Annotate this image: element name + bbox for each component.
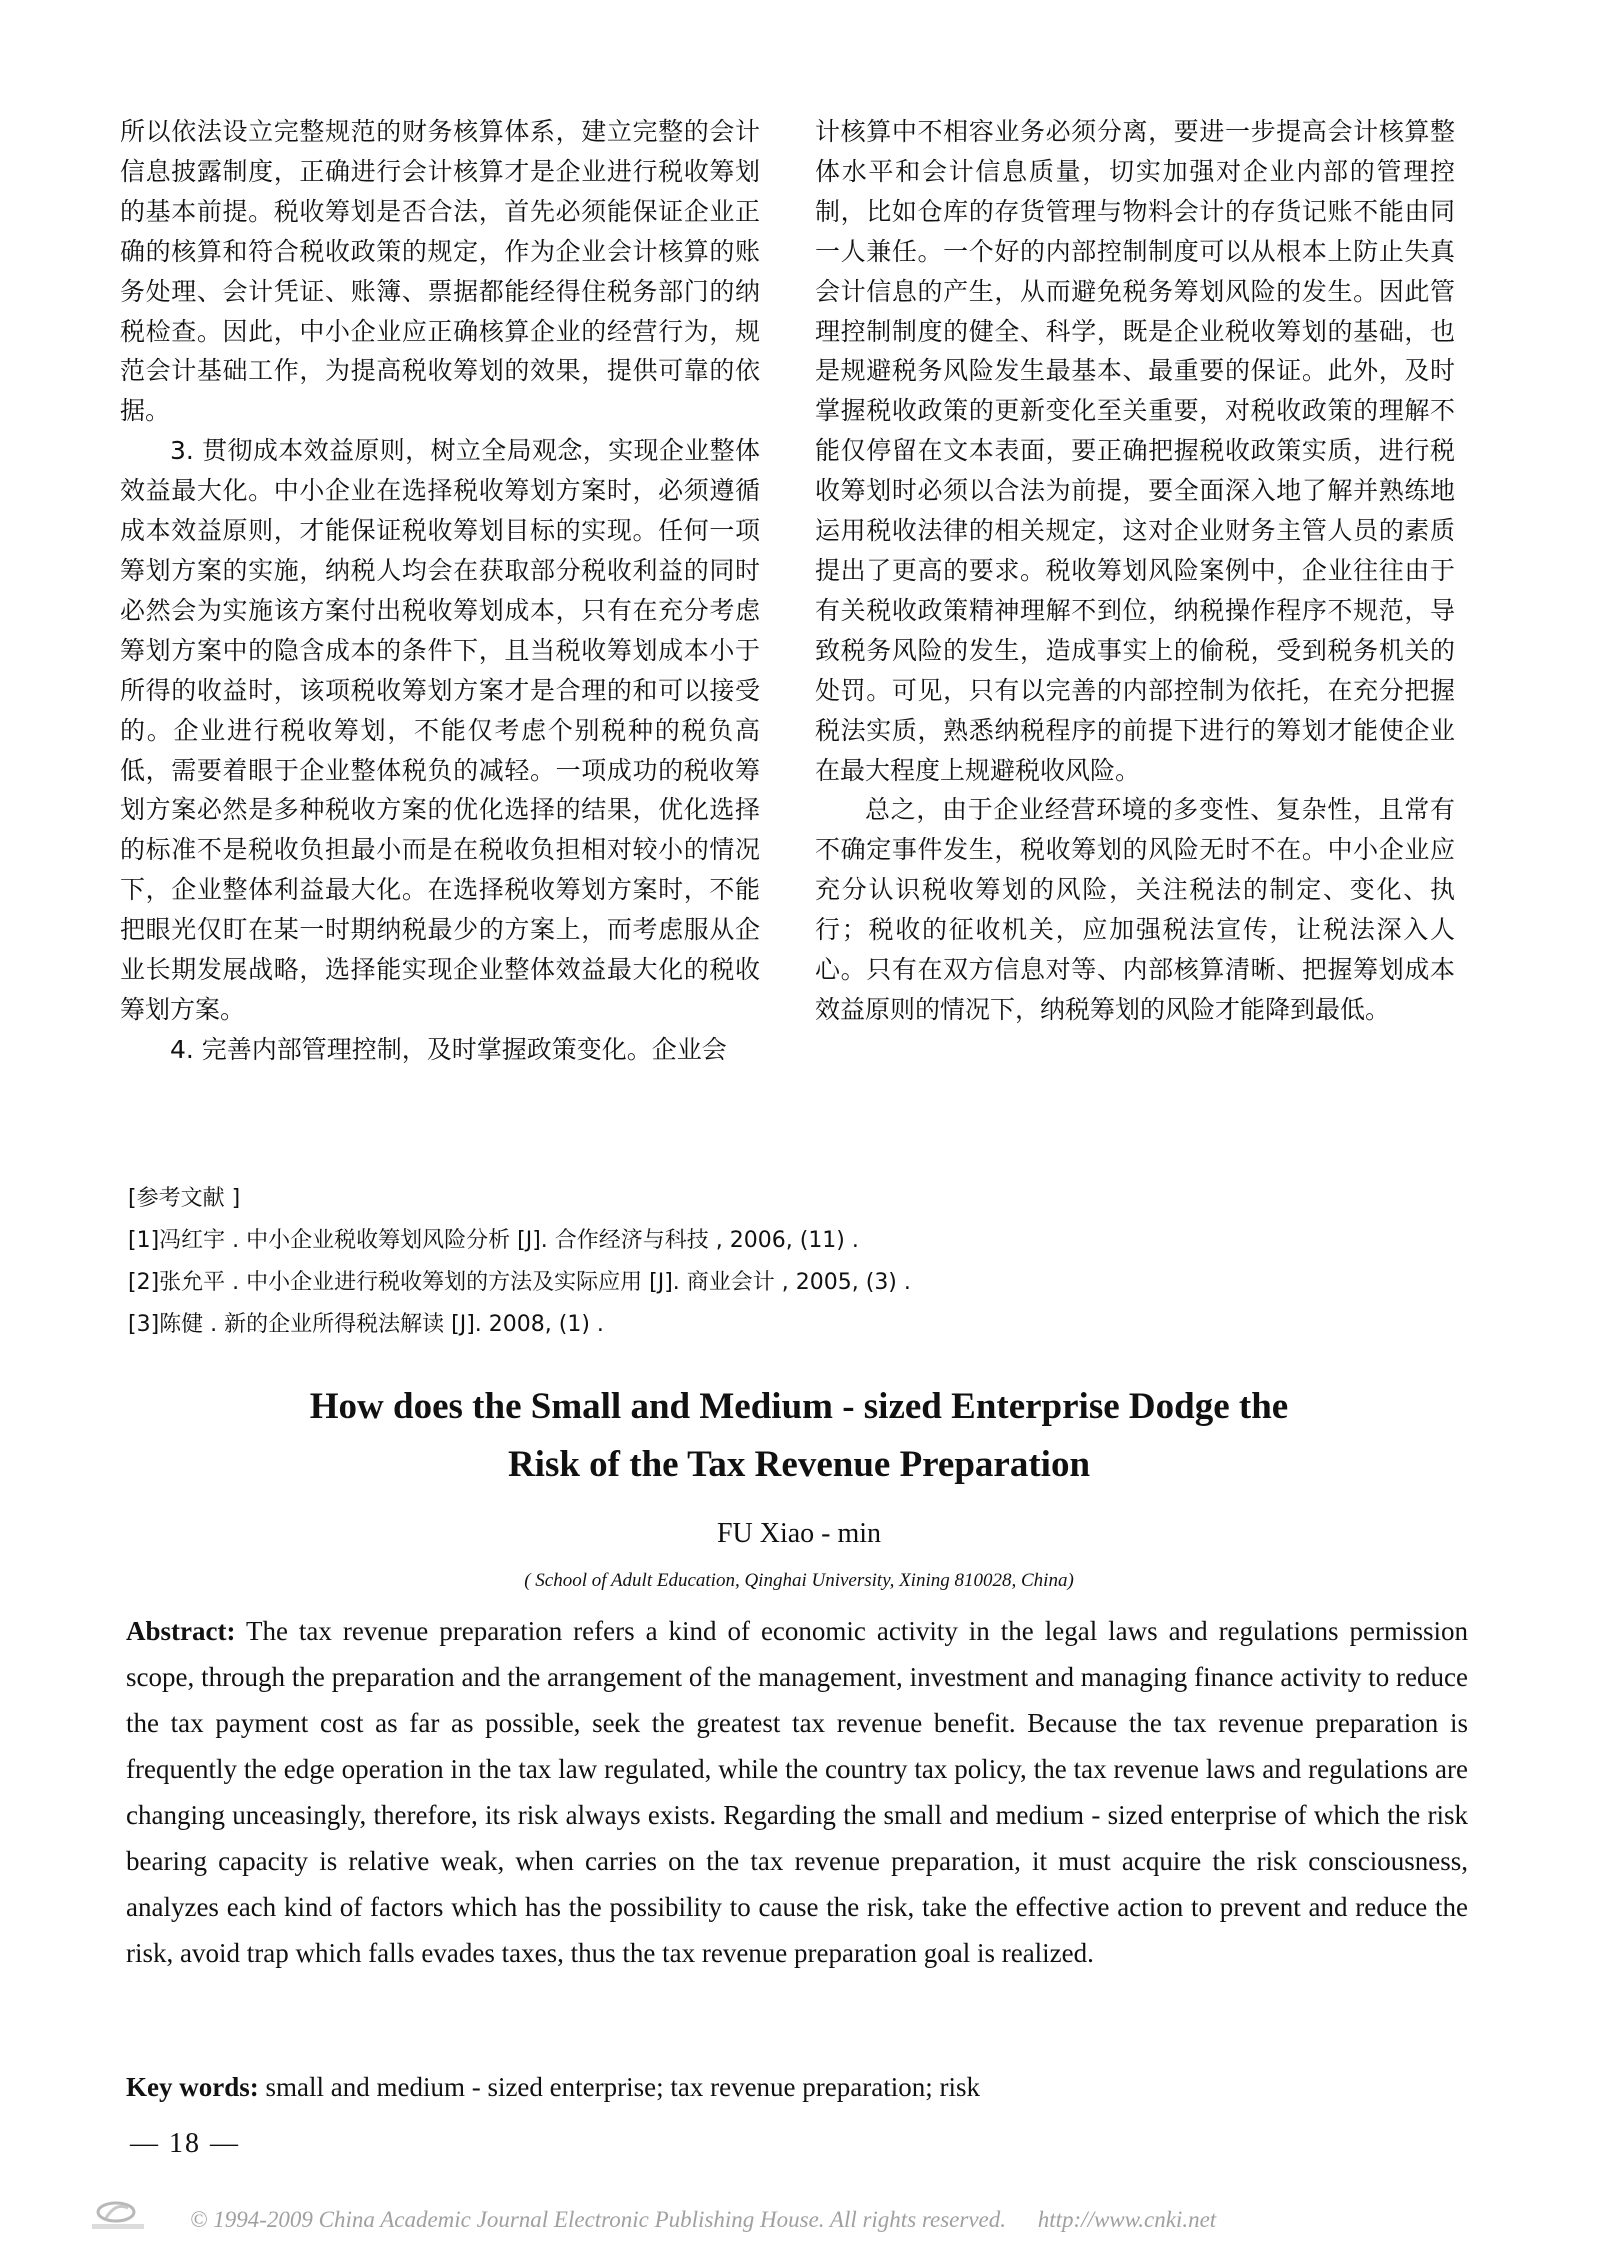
author-name: FU Xiao - min [716,1518,882,1549]
footer-copyright [190,2207,1216,2233]
body-paragraph: 3. 贯彻成本效益原则，树立全局观念，实现企业整体效益最大化。中小企业在选择税收筹划方案时，必须遵循成本效益原则，才能保证税收筹划目标的实现。任何一项筹划方案的实施，纳税人均会在获取部分税收利益的同时必然会为实施该方案付出税收筹划成本，只有在充分考虑筹划方案中的隐含成本的条件下，且当税收筹划成本小于所得的收益时，该项税收筹划方案才是合理的和可以接受的。企业进行税收筹划，不能仅考虑个别税种的税负高低，需要着眼于企业整体税负的减轻。一项成功的税收筹划方案必然是多种税收方案的优化选择的结果，优化选择的标准不是税收负担最小而是在税收负担相对较小的情况下，企业整体利益最大化。在选择税收筹划方案时，不能把眼光仅盯在某一时期纳税最少的方案上，而考虑服从企业长期发展战略，选择能实现企业整体效益最大化的税收筹划方案。 [120,436,760,1024]
keywords-label: Key words: [126,2072,259,2102]
reference-item: [1]冯红宇 . 中小企业税收筹划风险分析 [J]. 合作经济与科技 , 2006, (11) . [128,1228,859,1253]
abstract-label: Abstract: [126,1616,236,1646]
reference-item: [2]张允平 . 中小企业进行税收筹划的方法及实际应用 [J]. 商业会计 , 2005, (3) . [128,1270,911,1295]
body-column-left [120,112,760,1070]
english-title-line: How does the Small and Medium - sized Enterprise Dodge the [309,1386,1289,1427]
english-title [0,1378,1598,1494]
body-paragraph: 所以依法设立完整规范的财务核算体系，建立完整的会计信息披露制度，正确进行会计核算才是企业进行税收筹划的基本前提。税收筹划是否合法，首先必须能保证企业正确的核算和符合税收政策的规定，作为企业会计核算的账务处理、会计凭证、账簿、票据都能经得住税务部门的纳税检查。因此，中小企业应正确核算企业的经营行为，规范会计基础工作，为提高税收筹划的效果，提供可靠的依据。 [120,117,760,426]
author-affiliation: ( School of Adult Education, Qinghai University, Xining 810028, China) [524,1570,1074,1591]
body-paragraph: 总之，由于企业经营环境的多变性、复杂性，且常有不确定事件发生，税收筹划的风险无时不在。中小企业应充分认识税收筹划的风险，关注税法的制定、变化、执行；税收的征收机关，应加强税法宣传，让税法深入人心。只有在双方信息对等、内部核算清晰、把握筹划成本效益原则的情况下，纳税筹划的风险才能降到最低。 [815,795,1455,1024]
copyright-text: © 1994-2009 China Academic Journal Electronic Publishing House. All rights reserved. [190,2207,1006,2232]
abstract-text: The tax revenue preparation refers a kind of economic activity in the legal laws and regulations permission scope, through the preparation and the arrangement of the management, investment and managing finance activity to reduce the tax payment cost as far as possible, seek the greatest tax revenue benefit. Because the tax revenue preparation is frequently the edge operation in the tax law regulated, while the country tax policy, the tax revenue laws and regulations are changing unceasingly, therefore, its risk always exists. Regarding the small and medium - sized enterprise of which the risk bearing capacity is relative weak, when carries on the tax revenue preparation, it must acquire the risk consciousness, analyzes each kind of factors which has the possibility to cause the risk, take the effective action to prevent and reduce the risk, avoid trap which falls evades taxes, thus the tax revenue preparation goal is realized. [126,1616,1469,1968]
abstract [126,1608,1468,1976]
body-column-right [815,112,1455,1030]
page-number: — 18 — [130,2128,240,2159]
references-heading: [参考文献 ] [128,1186,241,1211]
cnki-logo-icon [88,2198,148,2232]
reference-item: [3]陈健 . 新的企业所得税法解读 [J]. 2008, (1) . [128,1312,604,1337]
english-title-line: Risk of the Tax Revenue Preparation [507,1444,1091,1485]
footer-url-link[interactable]: http://www.cnki.net [1037,2207,1217,2232]
references-section [128,1178,1468,1346]
keywords-text: small and medium - sized enterprise; tax revenue preparation; risk [265,2072,980,2102]
body-paragraph: 计核算中不相容业务必须分离，要进一步提高会计核算整体水平和会计信息质量，切实加强对企业内部的管理控制，比如仓库的存货管理与物料会计的存货记账不能由同一人兼任。一个好的内部控制制度可以从根本上防止失真会计信息的产生，从而避免税务筹划风险的发生。因此管理控制制度的健全、科学，既是企业税收筹划的基础，也是规避税务风险发生最基本、最重要的保证。此外，及时掌握税收政策的更新变化至关重要，对税收政策的理解不能仅停留在文本表面，要正确把握税收政策实质，进行税收筹划时必须以合法为前提，要全面深入地了解并熟练地运用税收法律的相关规定，这对企业财务主管人员的素质提出了更高的要求。税收筹划风险案例中，企业往往由于有关税收政策精神理解不到位，纳税操作程序不规范，导致税务风险的发生，造成事实上的偷税，受到税务机关的处罚。可见，只有以完善的内部控制为依托，在充分把握税法实质，熟悉纳税程序的前提下进行的筹划才能使企业在最大程度上规避税收风险。 [815,117,1455,785]
body-paragraph: 4. 完善内部管理控制，及时掌握政策变化。企业会 [170,1034,727,1064]
keywords [126,2064,1468,2110]
